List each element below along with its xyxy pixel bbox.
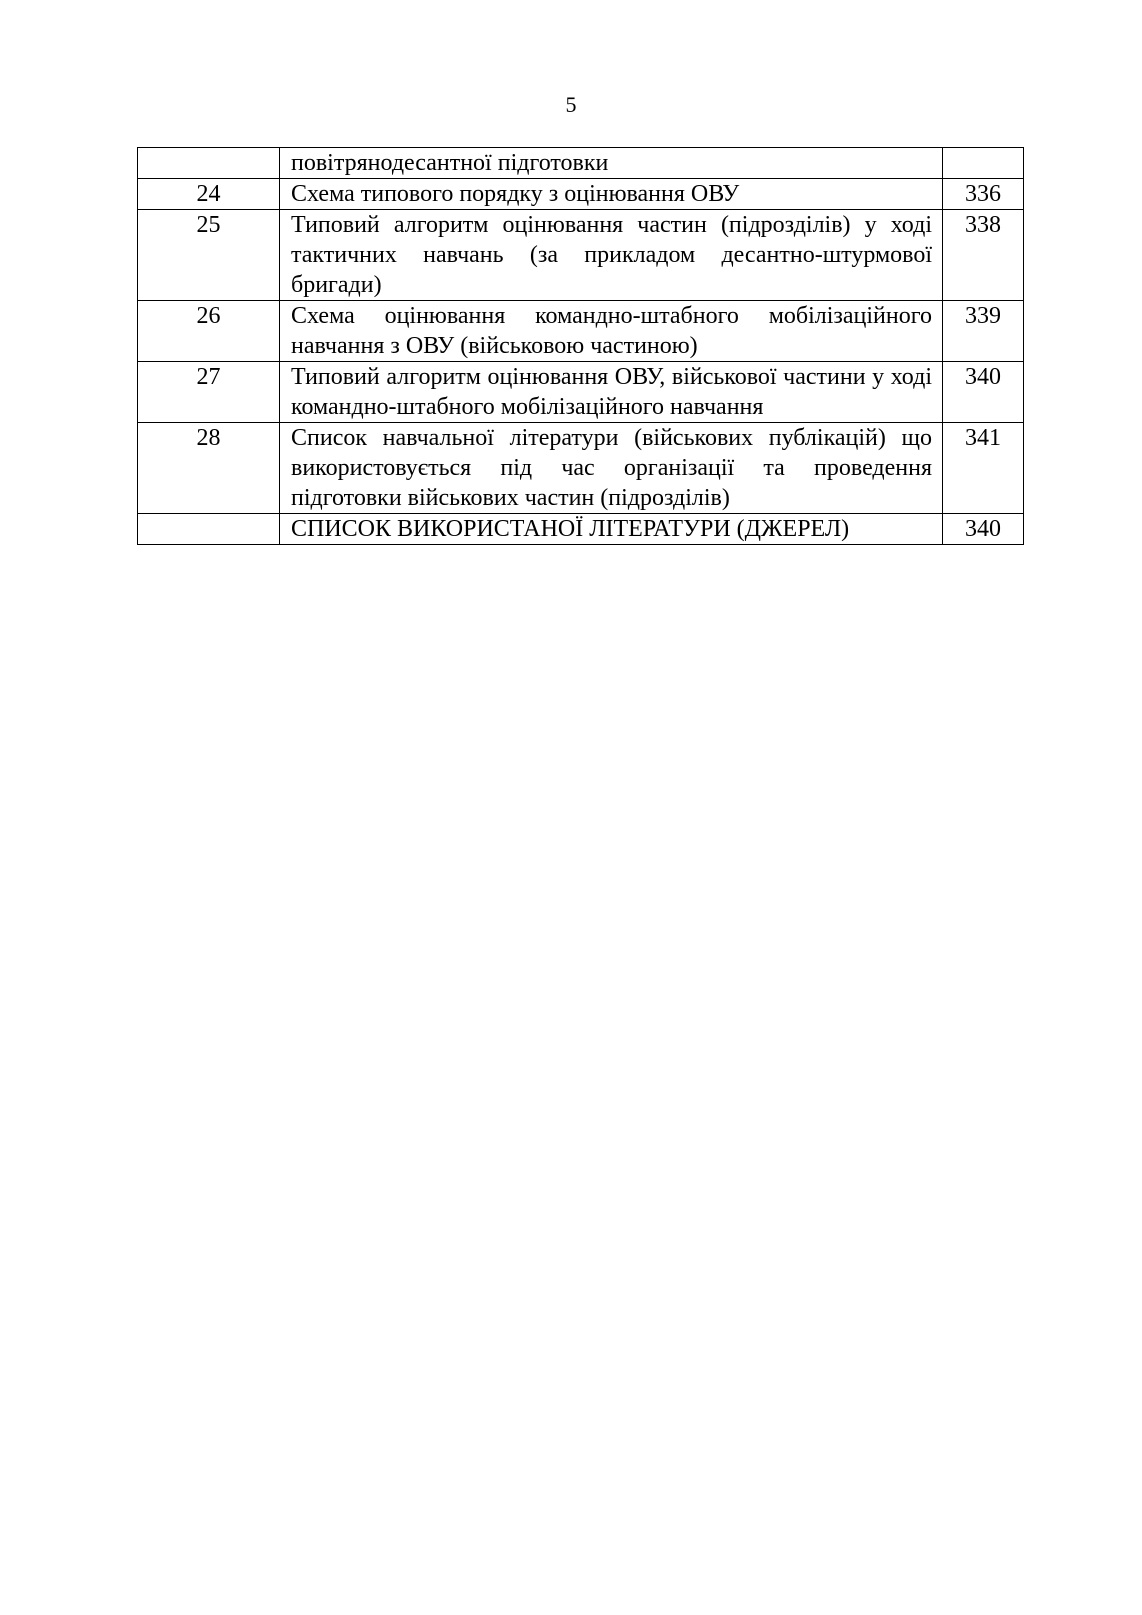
item-title: Типовий алгоритм оцінювання частин (підрозділів) у ході тактичних навчань (за прикладом десантно-штурмової бригади)	[280, 210, 943, 301]
page-number: 5	[565, 92, 577, 117]
table-row	[138, 148, 1024, 179]
table-row	[138, 301, 1024, 362]
table-row	[138, 179, 1024, 210]
item-page: 338	[943, 210, 1024, 301]
item-page: 340	[943, 514, 1024, 545]
table-row	[138, 423, 1024, 514]
item-number: 28	[138, 423, 280, 514]
item-title: Типовий алгоритм оцінювання ОВУ, військової частини у ході командно-штабного мобілізаційного навчання	[280, 362, 943, 423]
item-title: повітрянодесантної підготовки	[280, 148, 943, 179]
item-title: Список навчальної літератури (військових публікацій) що використовується під час організації та проведення підготовки військових частин (підрозділів)	[280, 423, 943, 514]
item-page: 339	[943, 301, 1024, 362]
item-number: 26	[138, 301, 280, 362]
table-row	[138, 362, 1024, 423]
item-number: 24	[138, 179, 280, 210]
item-page	[943, 148, 1024, 179]
item-number	[138, 514, 280, 545]
item-number: 25	[138, 210, 280, 301]
item-title: СПИСОК ВИКОРИСТАНОЇ ЛІТЕРАТУРИ (ДЖЕРЕЛ)	[280, 514, 943, 545]
item-number	[138, 148, 280, 179]
item-page: 336	[943, 179, 1024, 210]
item-title: Схема типового порядку з оцінювання ОВУ	[280, 179, 943, 210]
item-page: 340	[943, 362, 1024, 423]
contents-table	[137, 147, 1024, 545]
table-row	[138, 210, 1024, 301]
item-number: 27	[138, 362, 280, 423]
table-row	[138, 514, 1024, 545]
item-title: Схема оцінювання командно-штабного мобілізаційного навчання з ОВУ (військовою частиною)	[280, 301, 943, 362]
item-page: 341	[943, 423, 1024, 514]
